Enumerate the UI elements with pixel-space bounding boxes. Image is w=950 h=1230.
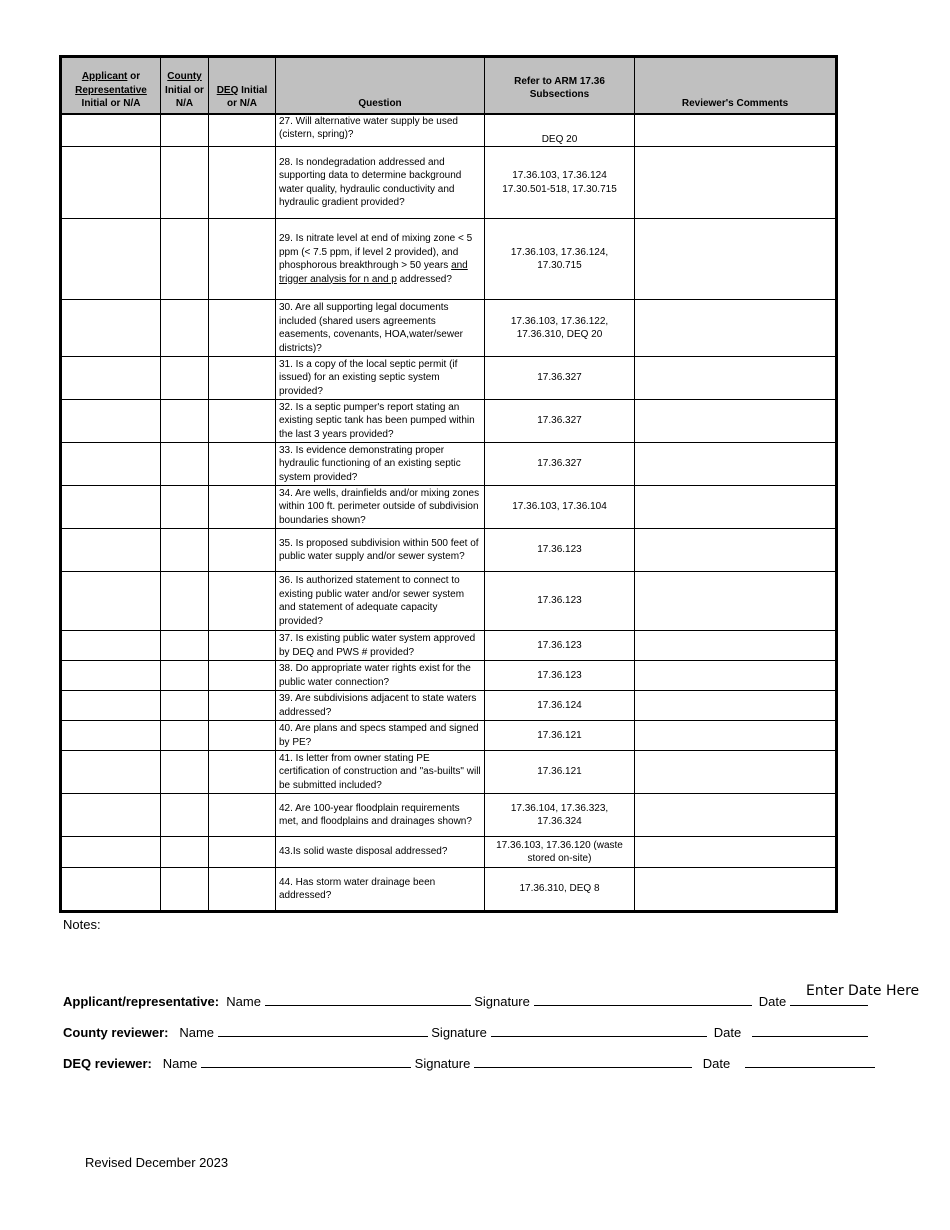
applicant-initial-cell[interactable]: [61, 837, 161, 868]
county-initial-cell[interactable]: [161, 721, 209, 751]
reference-cell: 17.36.310, DEQ 8: [485, 868, 635, 912]
table-header-row: [61, 57, 837, 114]
reference-cell: 17.36.103, 17.36.120 (waste stored on-site): [485, 837, 635, 868]
comments-cell[interactable]: [635, 357, 837, 400]
county-initial-cell[interactable]: [161, 357, 209, 400]
reference-cell: 17.36.121: [485, 721, 635, 751]
review-checklist-table: [59, 55, 838, 913]
table-row: [61, 400, 837, 443]
comments-cell[interactable]: [635, 400, 837, 443]
deq-signature-line[interactable]: [474, 1055, 692, 1068]
applicant-initial-cell[interactable]: [61, 661, 161, 691]
applicant-initial-cell[interactable]: [61, 357, 161, 400]
applicant-initial-cell[interactable]: [61, 529, 161, 572]
applicant-signature-row: [63, 993, 868, 1009]
county-name-label: Name: [179, 1025, 215, 1040]
county-initial-cell[interactable]: [161, 837, 209, 868]
applicant-signature-line[interactable]: [534, 993, 752, 1006]
deq-initial-cell[interactable]: [209, 114, 276, 147]
table-row: [61, 114, 837, 147]
question-cell: 43.Is solid waste disposal addressed?: [276, 837, 485, 868]
applicant-initial-cell[interactable]: [61, 147, 161, 219]
county-initial-cell[interactable]: [161, 691, 209, 721]
applicant-initial-cell[interactable]: [61, 751, 161, 794]
deq-initial-cell[interactable]: [209, 837, 276, 868]
county-initial-cell[interactable]: [161, 529, 209, 572]
applicant-initial-cell[interactable]: [61, 868, 161, 912]
county-initial-cell[interactable]: [161, 868, 209, 912]
applicant-initial-cell[interactable]: [61, 691, 161, 721]
county-initial-cell[interactable]: [161, 114, 209, 147]
comments-cell[interactable]: [635, 837, 837, 868]
county-date-label: Date: [713, 1025, 742, 1040]
table-row: [61, 794, 837, 837]
applicant-initial-cell[interactable]: [61, 300, 161, 357]
deq-initial-cell[interactable]: [209, 868, 276, 912]
question-cell: 41. Is letter from owner stating PE certification of construction and "as-builts" will be submitted included?: [276, 751, 485, 794]
table-row: [61, 357, 837, 400]
applicant-date-line[interactable]: [790, 993, 868, 1006]
reference-cell: 17.36.327: [485, 357, 635, 400]
table-row: [61, 529, 837, 572]
table-row: [61, 868, 837, 912]
table-row: [61, 300, 837, 357]
deq-name-label: Name: [162, 1056, 198, 1071]
county-signature-label: Signature: [431, 1025, 487, 1040]
applicant-initial-cell[interactable]: [61, 400, 161, 443]
comments-cell[interactable]: [635, 572, 837, 631]
applicant-date-label: Date: [758, 994, 787, 1009]
applicant-initial-cell[interactable]: [61, 572, 161, 631]
comments-cell[interactable]: [635, 300, 837, 357]
comments-cell[interactable]: [635, 794, 837, 837]
county-date-line[interactable]: [752, 1024, 868, 1037]
question-header: Question: [276, 57, 485, 114]
deq-initial-cell[interactable]: [209, 751, 276, 794]
question-cell: 32. Is a septic pumper's report stating an existing septic tank has been pumped within the last 3 years provided?: [276, 400, 485, 443]
deq-signature-label: Signature: [414, 1056, 471, 1071]
deq-label: DEQ reviewer:: [63, 1056, 152, 1071]
question-cell: 34. Are wells, drainfields and/or mixing zones within 100 ft. perimeter outside of subdivision boundaries shown?: [276, 486, 485, 529]
county-initial-cell[interactable]: [161, 443, 209, 486]
deq-initial-cell[interactable]: [209, 661, 276, 691]
applicant-initial-cell[interactable]: [61, 631, 161, 661]
question-cell: 35. Is proposed subdivision within 500 feet of public water supply and/or sewer system?: [276, 529, 485, 572]
county-initial-header: County Initial or N/A: [161, 57, 209, 114]
reviewer-comments-header: Reviewer's Comments: [635, 57, 837, 114]
deq-initial-cell[interactable]: [209, 443, 276, 486]
table-row: [61, 486, 837, 529]
applicant-name-label: Name: [226, 994, 261, 1009]
comments-cell[interactable]: [635, 114, 837, 147]
revision-date: Revised December 2023: [85, 1155, 229, 1170]
question-cell: 28. Is nondegradation addressed and supporting data to determine background water quality, hydraulic conductivity and hydraulic gradient provided?: [276, 147, 485, 219]
county-name-line[interactable]: [218, 1024, 428, 1037]
question-cell: 27. Will alternative water supply be used (cistern, spring)?: [276, 114, 485, 147]
comments-cell[interactable]: [635, 529, 837, 572]
county-initial-cell[interactable]: [161, 400, 209, 443]
reference-cell: 17.36.123: [485, 661, 635, 691]
comments-cell[interactable]: [635, 751, 837, 794]
comments-cell[interactable]: [635, 721, 837, 751]
applicant-initial-cell[interactable]: [61, 794, 161, 837]
county-initial-cell[interactable]: [161, 794, 209, 837]
table-row: [61, 572, 837, 631]
deq-initial-cell[interactable]: [209, 529, 276, 572]
arm-reference-header: Refer to ARM 17.36 Subsections: [485, 57, 635, 114]
deq-initial-cell[interactable]: [209, 794, 276, 837]
question-cell: 33. Is evidence demonstrating proper hydraulic functioning of an existing septic system provided?: [276, 443, 485, 486]
deq-initial-cell[interactable]: [209, 219, 276, 300]
deq-initial-cell[interactable]: [209, 400, 276, 443]
applicant-initial-header: Applicant or Representative Initial or N/A: [61, 57, 161, 114]
comments-cell[interactable]: [635, 147, 837, 219]
applicant-date-field[interactable]: Enter Date Here: [806, 983, 920, 999]
reference-cell: 17.36.103, 17.36.124 17.30.501-518, 17.30.715: [485, 147, 635, 219]
table-row: [61, 751, 837, 794]
county-initial-cell[interactable]: [161, 147, 209, 219]
question-cell: 30. Are all supporting legal documents included (shared users agreements easements, covenants, HOA,water/sewer districts)?: [276, 300, 485, 357]
reference-cell: 17.36.327: [485, 400, 635, 443]
reference-cell: 17.36.103, 17.36.104: [485, 486, 635, 529]
county-initial-cell[interactable]: [161, 572, 209, 631]
comments-cell[interactable]: [635, 219, 837, 300]
reference-cell: 17.36.121: [485, 751, 635, 794]
comments-cell[interactable]: [635, 661, 837, 691]
question-cell: 42. Are 100-year floodplain requirements met, and floodplains and drainages shown?: [276, 794, 485, 837]
reference-cell: 17.36.103, 17.36.124, 17.30.715: [485, 219, 635, 300]
question-cell: 40. Are plans and specs stamped and signed by PE?: [276, 721, 485, 751]
applicant-initial-cell[interactable]: [61, 486, 161, 529]
reference-cell: 17.36.123: [485, 572, 635, 631]
deq-initial-header: DEQ Initial or N/A: [209, 57, 276, 114]
county-initial-cell[interactable]: [161, 661, 209, 691]
table-row: [61, 721, 837, 751]
reference-cell: 17.36.104, 17.36.323, 17.36.324: [485, 794, 635, 837]
deq-initial-cell[interactable]: [209, 631, 276, 661]
question-cell: 38. Do appropriate water rights exist for the public water connection?: [276, 661, 485, 691]
county-initial-cell[interactable]: [161, 631, 209, 661]
table-row: [61, 219, 837, 300]
question-cell: 44. Has storm water drainage been addressed?: [276, 868, 485, 912]
deq-name-line[interactable]: [201, 1055, 411, 1068]
county-label: County reviewer:: [63, 1025, 169, 1040]
notes-label: Notes:: [63, 917, 101, 932]
reference-cell: 17.36.123: [485, 631, 635, 661]
question-cell: 29. Is nitrate level at end of mixing zone < 5 ppm (< 7.5 ppm, if level 2 provided), and phosphorous breakthrough > 50 years and trigger analysis for n and p addressed?: [276, 219, 485, 300]
applicant-initial-cell[interactable]: [61, 114, 161, 147]
reference-cell: 17.36.124: [485, 691, 635, 721]
deq-signature-row: [63, 1055, 875, 1071]
deq-date-line[interactable]: [745, 1055, 875, 1068]
comments-cell[interactable]: [635, 443, 837, 486]
county-signature-row: [63, 1024, 868, 1040]
deq-initial-cell[interactable]: [209, 691, 276, 721]
deq-initial-cell[interactable]: [209, 300, 276, 357]
deq-date-label: Date: [702, 1056, 731, 1071]
deq-initial-cell[interactable]: [209, 486, 276, 529]
table-row: [61, 147, 837, 219]
reference-cell: 17.36.327: [485, 443, 635, 486]
table-row: [61, 631, 837, 661]
question-cell: 39. Are subdivisions adjacent to state waters addressed?: [276, 691, 485, 721]
county-initial-cell[interactable]: [161, 486, 209, 529]
comments-cell[interactable]: [635, 631, 837, 661]
county-signature-line[interactable]: [491, 1024, 707, 1037]
applicant-label: Applicant/representative:: [63, 994, 220, 1009]
applicant-initial-cell[interactable]: [61, 219, 161, 300]
comments-cell[interactable]: [635, 868, 837, 912]
question-cell: 37. Is existing public water system approved by DEQ and PWS # provided?: [276, 631, 485, 661]
applicant-initial-cell[interactable]: [61, 721, 161, 751]
county-initial-cell[interactable]: [161, 219, 209, 300]
table-row: [61, 691, 837, 721]
applicant-initial-cell[interactable]: [61, 443, 161, 486]
table-row: [61, 661, 837, 691]
reference-cell: 17.36.103, 17.36.122, 17.36.310, DEQ 20: [485, 300, 635, 357]
question-cell: 31. Is a copy of the local septic permit (if issued) for an existing septic system provided?: [276, 357, 485, 400]
county-initial-cell[interactable]: [161, 751, 209, 794]
table-row: [61, 837, 837, 868]
comments-cell[interactable]: [635, 691, 837, 721]
deq-initial-cell[interactable]: [209, 147, 276, 219]
applicant-signature-label: Signature: [474, 994, 530, 1009]
deq-initial-cell[interactable]: [209, 721, 276, 751]
comments-cell[interactable]: [635, 486, 837, 529]
deq-initial-cell[interactable]: [209, 572, 276, 631]
county-initial-cell[interactable]: [161, 300, 209, 357]
table-row: [61, 443, 837, 486]
applicant-name-line[interactable]: [265, 993, 471, 1006]
reference-cell: 17.36.123: [485, 529, 635, 572]
deq-initial-cell[interactable]: [209, 357, 276, 400]
reference-cell: DEQ 20: [485, 114, 635, 147]
question-cell: 36. Is authorized statement to connect to existing public water and/or sewer system and statement of adequate capacity provided?: [276, 572, 485, 631]
